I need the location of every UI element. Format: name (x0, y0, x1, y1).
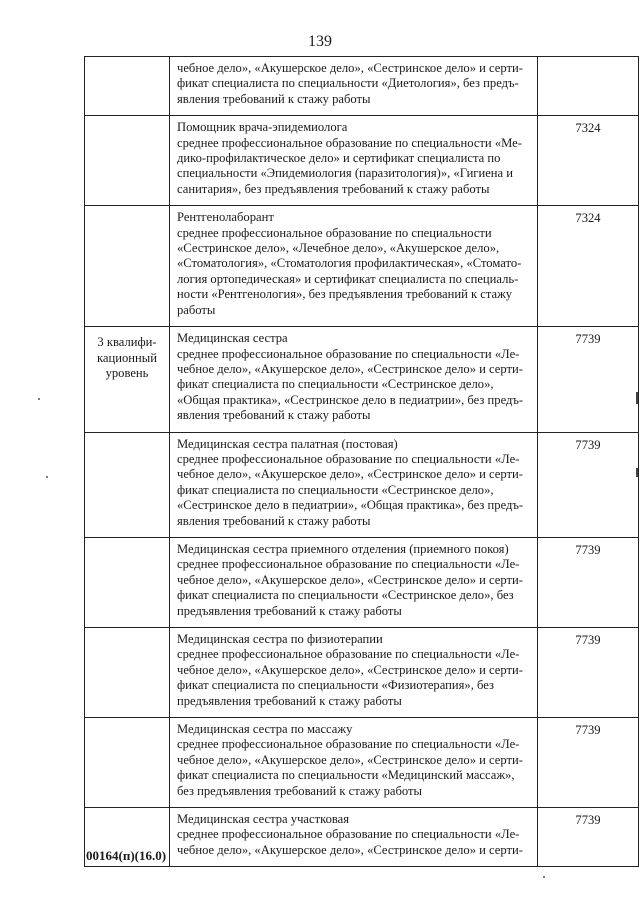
scan-edge-mark (636, 468, 638, 477)
qualification-level-cell (85, 718, 170, 808)
salary-cell (538, 57, 639, 116)
scan-edge-mark (636, 392, 638, 404)
position-description-cell (170, 808, 538, 867)
table-row (85, 718, 639, 808)
document-code: 00164(п)(16.0) (86, 848, 167, 863)
position-description-cell (170, 432, 538, 537)
table-row (85, 206, 639, 327)
qualification-level-cell (85, 57, 170, 116)
qualification-level-text: кационный (97, 350, 157, 365)
table-body (85, 57, 639, 867)
position-requirement-line: без предъявления требований к стажу работы (177, 783, 422, 798)
position-description-cell (170, 327, 538, 432)
position-requirement-line: чебное дело», «Акушерское дело», «Сестринское дело» и серти- (177, 361, 523, 376)
position-title: Медицинская сестра приемного отделения (приемного покоя) (177, 541, 509, 556)
position-description-cell (170, 537, 538, 627)
qualification-level-text: 3 квалифи- (97, 335, 157, 350)
position-requirement-line: фикат специалиста по специальности «Сестринское дело», (177, 377, 494, 392)
position-requirement-line: работы (177, 302, 216, 317)
salary-cell: 7324 (538, 206, 639, 327)
position-requirement-line: специальности «Эпидемиология (паразитология)», «Гигиена и (177, 166, 514, 181)
position-requirement-line: среднее профессиональное образование по специальности «Ме- (177, 135, 522, 150)
position-requirement-line: предъявления требований к стажу работы (177, 693, 402, 708)
position-requirement-line: ности «Рентгенология», без предъявления требований к стажу (177, 287, 513, 302)
position-requirement-line: логия ортопедическая» и сертификат специалиста по специаль- (177, 271, 519, 286)
salary-cell: 7739 (538, 327, 639, 432)
position-requirement-line: фикат специалиста по специальности «Диетология», без предъ- (177, 76, 519, 91)
position-requirement-line: среднее профессиональное образование по специальности (177, 225, 492, 240)
position-requirement-line: среднее профессиональное образование по специальности «Ле- (177, 557, 520, 572)
position-title: Медицинская сестра участковая (177, 812, 350, 827)
salary-cell: 7739 (538, 628, 639, 718)
salary-cell: 7324 (538, 116, 639, 206)
position-requirement-line: «Стоматология», «Стоматология профилактическая», «Стомато- (177, 256, 522, 271)
position-requirement-line: фикат специалиста по специальности «Физиотерапия», без (177, 678, 494, 693)
qualification-level-cell (85, 206, 170, 327)
position-title: Медицинская сестра по физиотерапии (177, 632, 383, 646)
position-requirement-line: среднее профессиональное образование по специальности «Ле- (177, 346, 520, 361)
position-requirement-line: явления требований к стажу работы (177, 91, 371, 106)
position-title: Медицинская сестра (177, 331, 288, 346)
table-row (85, 57, 639, 116)
table-row (85, 808, 639, 867)
position-requirement-line: чебное дело», «Акушерское дело», «Сестринское дело» и серти- (177, 61, 523, 75)
scan-speck (46, 476, 48, 478)
qualification-level-text: уровень (105, 365, 149, 380)
position-requirement-line: явления требований к стажу работы (177, 513, 371, 528)
position-requirement-line: чебное дело», «Акушерское дело», «Сестринское дело» и серти- (177, 842, 523, 857)
table-row (85, 537, 639, 627)
position-requirement-line: «Сестринское дело», «Лечебное дело», «Акушерское дело», (177, 241, 500, 256)
position-requirement-line: среднее профессиональное образование по специальности «Ле- (177, 827, 520, 842)
position-description-cell (170, 116, 538, 206)
position-requirement-line: фикат специалиста по специальности «Сестринское дело», без (177, 588, 514, 603)
position-title: Медицинская сестра по массажу (177, 722, 353, 737)
position-title: Рентгенолаборант (177, 210, 274, 225)
position-requirement-line: фикат специалиста по специальности «Медицинский массаж», (177, 768, 515, 783)
position-requirement-line: чебное дело», «Акушерское дело», «Сестринское дело» и серти- (177, 752, 523, 767)
position-requirement-line: «Сестринское дело в педиатрии», «Общая практика», без предъ- (177, 498, 524, 513)
salary-cell: 7739 (538, 718, 639, 808)
scan-speck (38, 398, 40, 400)
salary-cell: 7739 (538, 808, 639, 867)
qualification-level-cell (85, 327, 170, 432)
salary-cell: 7739 (538, 432, 639, 537)
position-requirement-line: дико-профилактическое дело» и сертификат специалиста по (177, 151, 501, 166)
position-title: Медицинская сестра палатная (постовая) (177, 436, 398, 451)
position-requirement-line: явления требований к стажу работы (177, 408, 371, 423)
position-requirement-line: среднее профессиональное образование по специальности «Ле- (177, 451, 520, 466)
table-row (85, 628, 639, 718)
position-requirement-line: чебное дело», «Акушерское дело», «Сестринское дело» и серти- (177, 467, 523, 482)
qualification-level-cell (85, 116, 170, 206)
position-requirement-line: чебное дело», «Акушерское дело», «Сестринское дело» и серти- (177, 572, 523, 587)
position-requirement-line: санитария», без предъявления требований к стажу работы (177, 181, 490, 196)
table-row (85, 327, 639, 432)
position-requirement-line: фикат специалиста по специальности «Сестринское дело», (177, 482, 494, 497)
position-requirement-line: чебное дело», «Акушерское дело», «Сестринское дело» и серти- (177, 662, 523, 677)
position-title: Помощник врача-эпидемиолога (177, 120, 348, 135)
position-requirement-line: среднее профессиональное образование по специальности «Ле- (177, 647, 520, 662)
position-description-cell (170, 57, 538, 116)
qualification-level-cell (85, 537, 170, 627)
qualification-table (84, 56, 639, 867)
position-description-cell (170, 628, 538, 718)
page-number: 139 (308, 33, 332, 50)
position-description-cell (170, 718, 538, 808)
position-requirement-line: среднее профессиональное образование по специальности «Ле- (177, 737, 520, 752)
scan-speck (543, 876, 545, 878)
qualification-level-cell (85, 432, 170, 537)
position-requirement-line: предъявления требований к стажу работы (177, 603, 402, 618)
salary-cell: 7739 (538, 537, 639, 627)
qualification-level-cell (85, 628, 170, 718)
position-description-cell (170, 206, 538, 327)
table-row (85, 432, 639, 537)
position-requirement-line: «Общая практика», «Сестринское дело в педиатрии», без предъ- (177, 392, 524, 407)
table-row (85, 116, 639, 206)
